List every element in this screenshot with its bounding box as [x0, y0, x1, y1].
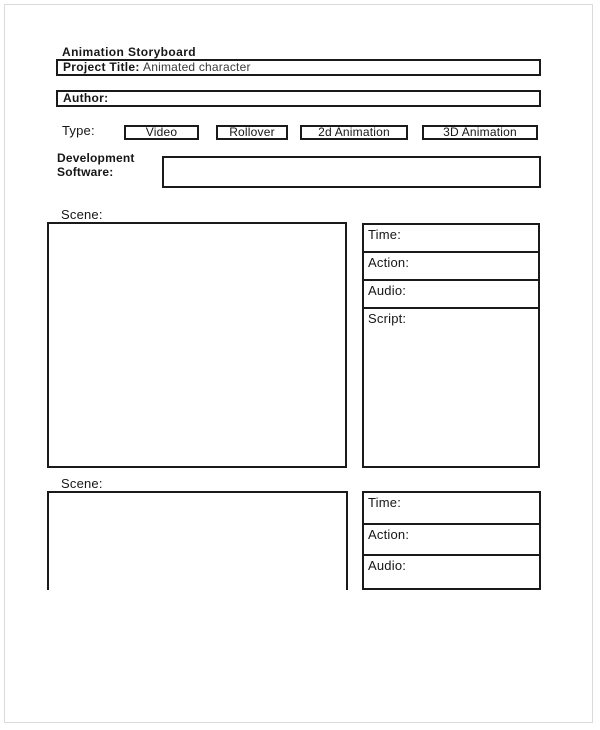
type-label: Type:: [62, 123, 95, 138]
type-option-2d-animation[interactable]: 2d Animation: [300, 125, 408, 140]
development-software-label: [57, 151, 135, 179]
scene1-script-field[interactable]: Script:: [368, 311, 407, 326]
scene2-label: Scene:: [61, 476, 103, 491]
scene2-action-field[interactable]: Action:: [364, 525, 539, 556]
development-software-label-line2: Software:: [57, 165, 114, 179]
scene1-drawing-area[interactable]: [47, 222, 347, 468]
scene1-action-field[interactable]: Action:: [364, 253, 538, 281]
development-software-label-line1: Development: [57, 151, 135, 165]
project-title-value: Animated character: [143, 60, 251, 74]
project-title-label: Project Title:: [63, 60, 140, 74]
scene2-time-field[interactable]: Time:: [364, 493, 539, 525]
type-option-3d-animation[interactable]: 3D Animation: [422, 125, 538, 140]
development-software-field[interactable]: [162, 156, 541, 188]
scene2-drawing-area[interactable]: [47, 491, 348, 590]
page-title: Animation Storyboard: [62, 45, 197, 59]
author-label: Author:: [63, 91, 109, 105]
scene1-time-field[interactable]: Time:: [364, 225, 538, 253]
scene1-detail-table: [362, 223, 540, 468]
type-option-rollover[interactable]: Rollover: [216, 125, 288, 140]
author-field[interactable]: [56, 90, 541, 107]
project-title-field[interactable]: [56, 59, 541, 76]
scene2-audio-field[interactable]: Audio:: [368, 558, 407, 573]
scene1-label: Scene:: [61, 207, 103, 222]
type-option-video[interactable]: Video: [124, 125, 199, 140]
scene1-audio-field[interactable]: Audio:: [364, 281, 538, 309]
scene2-detail-table: [362, 491, 541, 590]
